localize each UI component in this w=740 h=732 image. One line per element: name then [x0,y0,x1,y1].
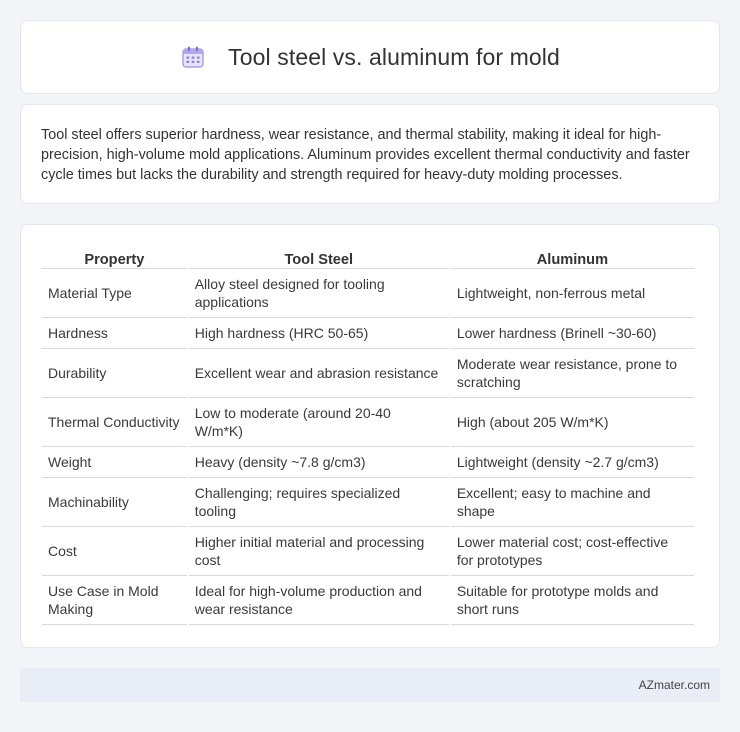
intro-text: Tool steel offers superior hardness, wear resistance, and thermal stability, making it ideal for high-precision, high-volume mold applications. Aluminum provides excellent thermal conductivity and faster cycle times but lacks the durability and strength required for heavy-duty molding processes. [41,127,690,183]
property-cell: Cost [42,527,187,576]
tool-steel-cell: Heavy (density ~7.8 g/cm3) [189,447,449,478]
page-title: Tool steel vs. aluminum for mold [228,43,560,70]
title-card [20,20,720,94]
table-header-row [42,245,694,269]
property-cell: Machinability [42,478,187,527]
calendar-icon [180,44,206,70]
tool-steel-cell: Challenging; requires specialized tooling [189,478,449,527]
header-property: Property [42,245,187,269]
aluminum-cell: Suitable for prototype molds and short runs [451,576,694,625]
tool-steel-cell: Excellent wear and abrasion resistance [189,349,449,398]
intro-card [20,104,720,204]
aluminum-cell: High (about 205 W/m*K) [451,398,694,447]
property-cell: Durability [42,349,187,398]
table-row [42,478,694,527]
comparison-table [40,245,696,625]
property-cell: Thermal Conductivity [42,398,187,447]
table-row [42,447,694,478]
property-cell: Hardness [42,318,187,349]
aluminum-cell: Lightweight (density ~2.7 g/cm3) [451,447,694,478]
header-tool-steel: Tool Steel [189,245,449,269]
aluminum-cell: Lightweight, non-ferrous metal [451,269,694,318]
property-cell: Material Type [42,269,187,318]
property-cell: Use Case in Mold Making [42,576,187,625]
table-row [42,527,694,576]
aluminum-cell: Lower hardness (Brinell ~30-60) [451,318,694,349]
tool-steel-cell: Alloy steel designed for tooling applications [189,269,449,318]
aluminum-cell: Moderate wear resistance, prone to scratching [451,349,694,398]
tool-steel-cell: Ideal for high-volume production and wear resistance [189,576,449,625]
aluminum-cell: Lower material cost; cost-effective for prototypes [451,527,694,576]
tool-steel-cell: Low to moderate (around 20-40 W/m*K) [189,398,449,447]
comparison-table-card [20,224,720,648]
table-row [42,398,694,447]
table-row [42,576,694,625]
tool-steel-cell: Higher initial material and processing cost [189,527,449,576]
aluminum-cell: Excellent; easy to machine and shape [451,478,694,527]
footer-site-link[interactable]: AZmater.com [638,678,710,692]
table-row [42,269,694,318]
header-aluminum: Aluminum [451,245,694,269]
table-row [42,349,694,398]
footer [20,668,720,702]
property-cell: Weight [42,447,187,478]
table-row [42,318,694,349]
tool-steel-cell: High hardness (HRC 50-65) [189,318,449,349]
